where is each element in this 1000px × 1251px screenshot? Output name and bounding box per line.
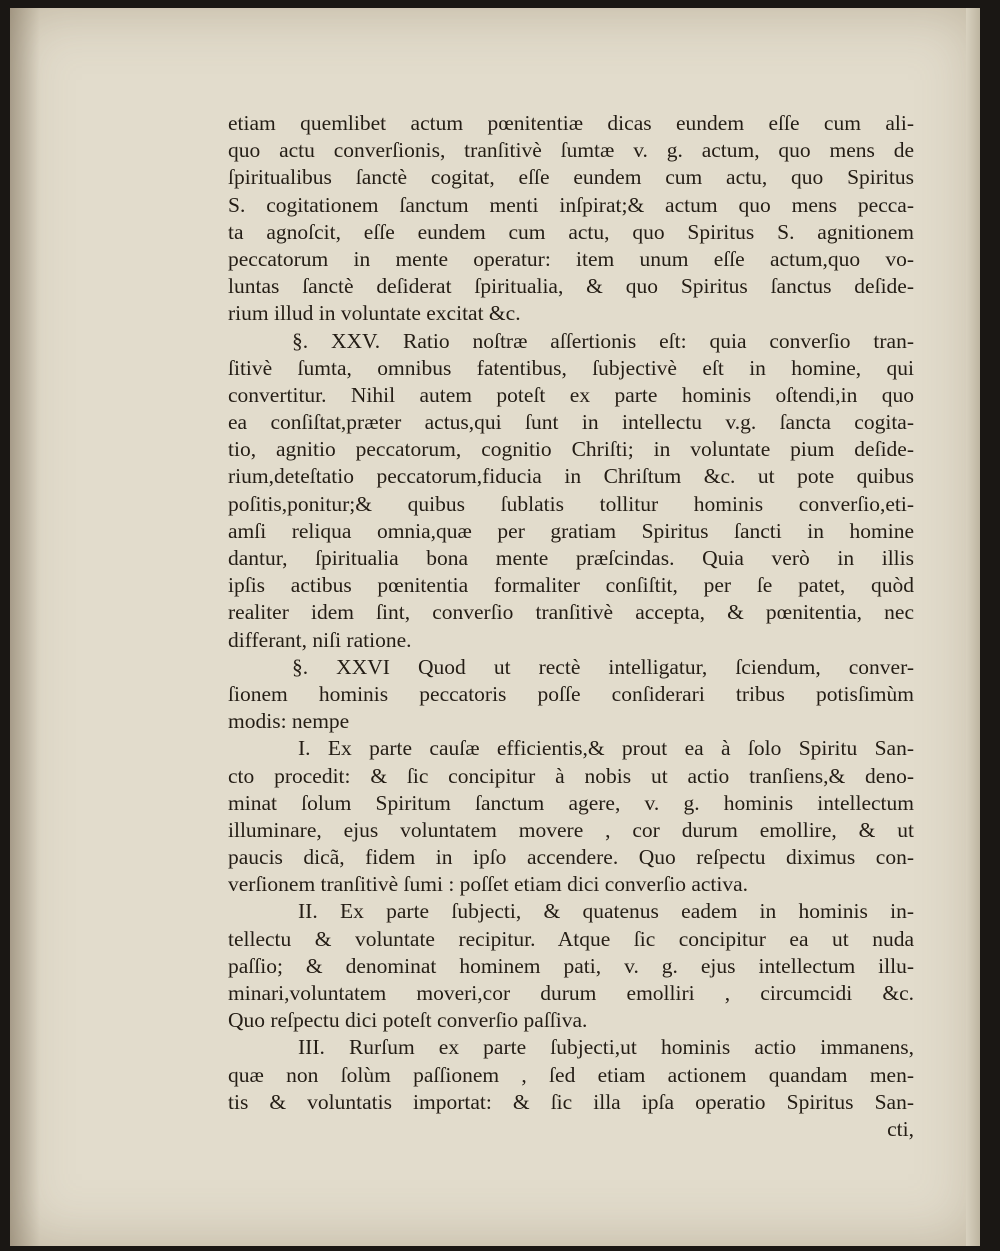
text-line: Quo reſpectu dici poteſt converſio paſſiva. — [228, 1008, 588, 1033]
enumerated-item-iii: III. Rurſum ex parte ſubjecti,ut hominis actio immanens, — [298, 1035, 914, 1060]
text-line: etiam quemlibet actum pœnitentiæ dicas eundem eſſe cum ali- — [228, 111, 914, 135]
text-line: tis & voluntatis importat: & ſic illa ipſa operatio Spiritus San- — [228, 1089, 914, 1114]
text-line: cto procedit: & ſic concipitur à nobis ut actio tranſiens,& deno- — [228, 763, 914, 788]
page-edge — [966, 8, 980, 1246]
text-line: modis: nempe — [228, 709, 350, 734]
body-text — [228, 110, 914, 1143]
text-line: ipſis actibus pœnitentia formaliter conſiſtit, per ſe patet, quòd — [228, 573, 914, 598]
text-line: amſi reliqua omnia,quæ per gratiam Spiritus ſancti in homine — [228, 518, 914, 543]
text-line: ta agnoſcit, eſſe eundem cum actu, quo Spiritus S. agnitionem — [228, 219, 914, 244]
text-line: ſpiritualibus ſanctè cogitat, eſſe eundem cum actu, quo Spiritus — [228, 165, 914, 190]
text-line: quo actu converſionis, tranſitivè ſumtæ v. g. actum, quo mens de — [228, 138, 914, 163]
text-line: ſionem hominis peccatoris poſſe conſiderari tribus potisſimùm — [228, 681, 914, 706]
text-line: illuminare, ejus voluntatem movere , cor durum emollire, & ut — [228, 817, 914, 842]
text-line: poſitis,ponitur;& quibus ſublatis tollitur hominis converſio,eti- — [228, 491, 914, 516]
text-line: ſitivè ſumta, omnibus fatentibus, ſubjectivè eſt in homine, qui — [228, 355, 914, 380]
book-page — [10, 8, 980, 1246]
text-line: rium illud in voluntate excitat &c. — [228, 301, 521, 326]
text-line: rium,deteſtatio peccatorum,fiducia in Chriſtum &c. ut pote quibus — [228, 464, 914, 489]
text-line: tellectu & voluntate recipitur. Atque ſic concipitur ea ut nuda — [228, 926, 914, 951]
text-line: realiter idem ſint, converſio tranſitivè accepta, & pœnitentia, nec — [228, 600, 914, 625]
catchword: cti, — [887, 1116, 914, 1141]
text-line: differant, niſi ratione. — [228, 627, 412, 652]
text-line: convertitur. Nihil autem poteſt ex parte hominis oſtendi,in quo — [228, 382, 914, 407]
text-line: ea conſiſtat,præter actus,qui ſunt in intellectu v.g. ſancta cogita- — [228, 410, 914, 435]
gutter-shadow — [10, 8, 40, 1246]
enumerated-item-ii: II. Ex parte ſubjecti, & quatenus eadem in hominis in- — [298, 899, 914, 924]
text-line: paucis dicã, fidem in ipſo accendere. Quo reſpectu diximus con- — [228, 845, 914, 870]
text-line: minari,voluntatem moveri,cor durum emolliri , circumcidi &c. — [228, 981, 914, 1005]
text-line: peccatorum in mente operatur: item unum eſſe actum,quo vo- — [228, 246, 914, 271]
text-line: S. cogitationem ſanctum menti inſpirat;& actum quo mens pecca- — [228, 192, 914, 217]
section-heading-xxv: §. XXV. Ratio noſtræ aſſertionis eſt: quia converſio tran- — [292, 328, 914, 353]
text-line: minat ſolum Spiritum ſanctum agere, v. g. hominis intellectum — [228, 790, 914, 815]
text-line: dantur, ſpiritualia bona mente præſcindas. Quia verò in illis — [228, 546, 914, 570]
text-line: luntas ſanctè deſiderat ſpiritualia, & quo Spiritus ſanctus deſide- — [228, 274, 914, 299]
text-line: paſſio; & denominat hominem pati, v. g. ejus intellectum illu- — [228, 953, 914, 978]
text-line: verſionem tranſitivè ſumi : poſſet etiam dici converſio activa. — [228, 872, 749, 897]
text-line: quæ non ſolùm paſſionem , ſed etiam actionem quandam men- — [228, 1062, 914, 1087]
text-line: tio, agnitio peccatorum, cognitio Chriſti; in voluntate pium deſide- — [228, 437, 914, 462]
section-heading-xxvi: §. XXVI Quod ut rectè intelligatur, ſciendum, conver- — [292, 654, 914, 679]
enumerated-item-i: I. Ex parte cauſæ efficientis,& prout ea à ſolo Spiritu San- — [298, 736, 914, 761]
